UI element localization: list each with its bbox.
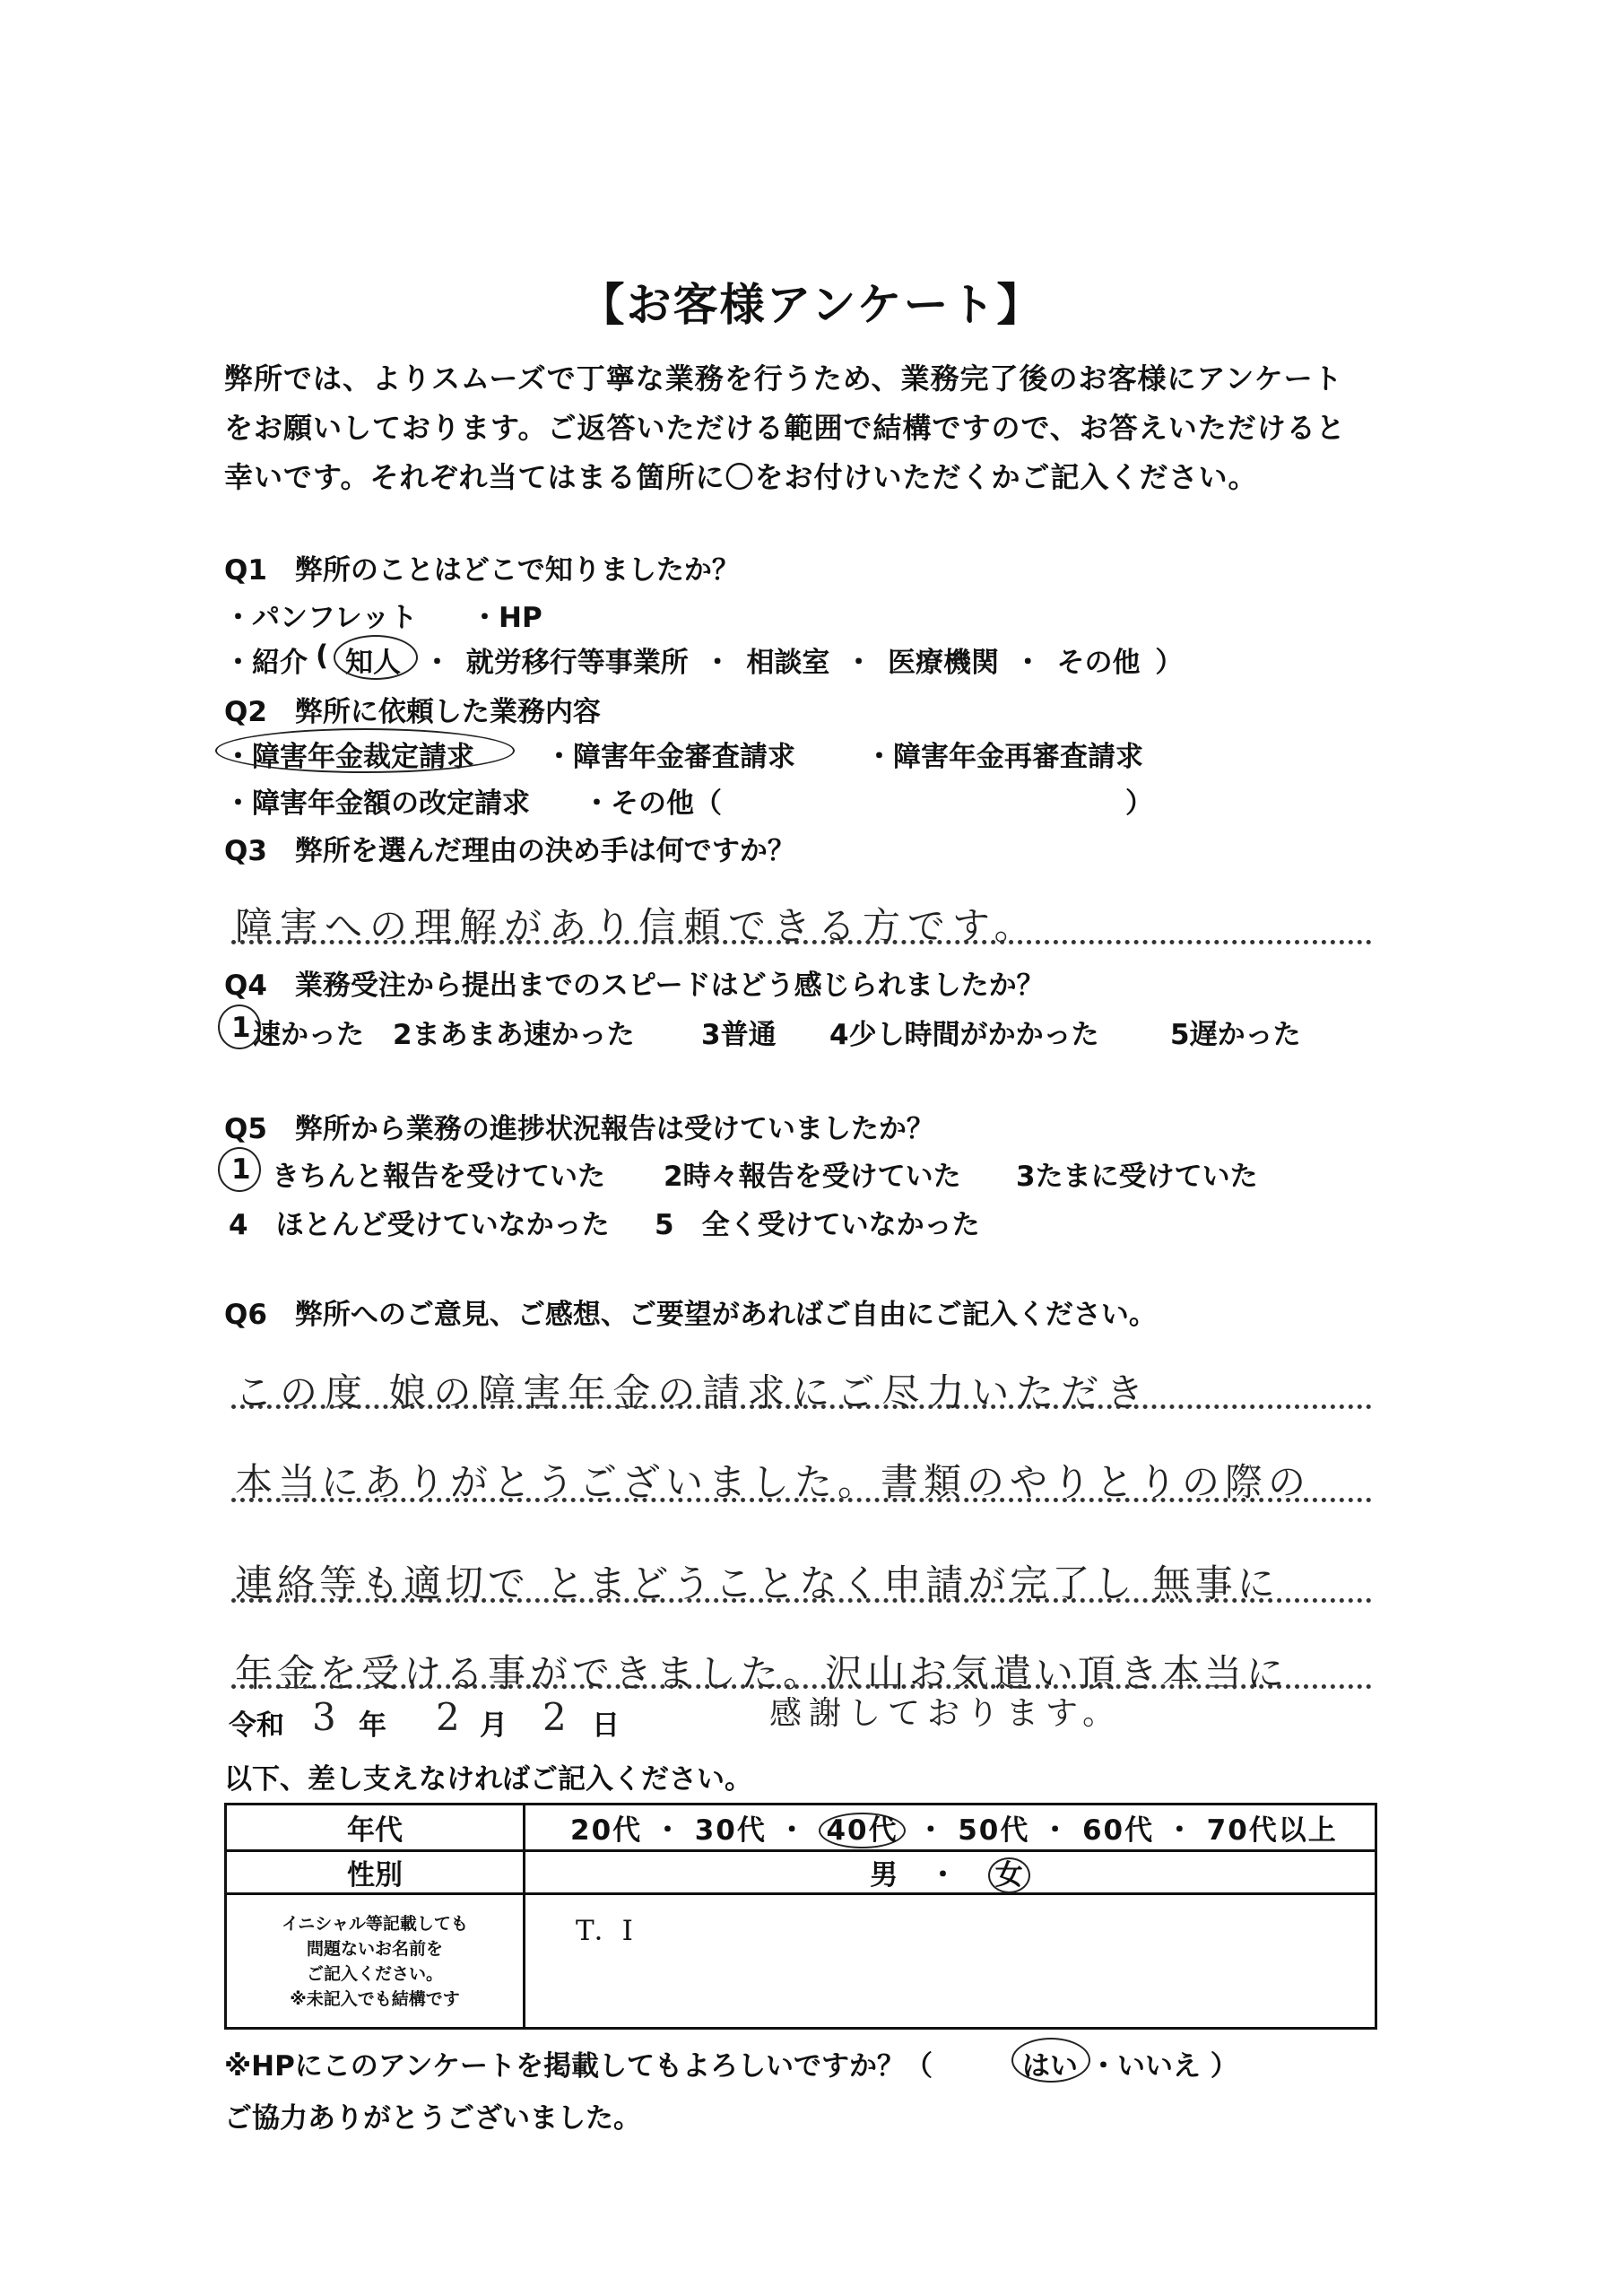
- selection-circle: [218, 1147, 261, 1192]
- gender-option-male[interactable]: 男: [870, 1859, 898, 1892]
- name-label-line: イニシャル等記載しても: [282, 1913, 468, 1934]
- gender-options: [525, 1851, 1376, 1894]
- q1-option-hp[interactable]: ・HP: [471, 602, 542, 634]
- date-era: 令和: [229, 1709, 284, 1742]
- name-label-line: 問題ないお名前を: [306, 1938, 443, 1959]
- answer-line: [231, 940, 1372, 944]
- age-option-20s[interactable]: 20代: [570, 1814, 643, 1847]
- selection-circle: [334, 635, 418, 680]
- q1-option-pamphlet[interactable]: ・パンフレット: [224, 602, 418, 634]
- age-option-70s-plus[interactable]: 70代以上: [1206, 1814, 1338, 1847]
- date-day[interactable]: 2: [542, 1695, 574, 1739]
- q2-option-initial-claim[interactable]: ・障害年金裁定請求: [224, 741, 474, 773]
- name-field[interactable]: T．I: [525, 1894, 1376, 2029]
- separator: ・: [1165, 1814, 1195, 1847]
- q2-option-amount-revision[interactable]: ・障害年金額の改定請求: [224, 787, 530, 820]
- q5-option-1-regular[interactable]: きちんと報告を受けていた: [272, 1161, 605, 1193]
- q4-option-4-bit-slow[interactable]: 4少し時間がかかった: [829, 1019, 1099, 1051]
- q3-question: Q3 弊所を選んだ理由の決め手は何ですか？: [224, 835, 795, 867]
- selection-circle: [215, 728, 515, 773]
- name-label: [226, 1894, 525, 2029]
- hp-option-yes[interactable]: はい: [1022, 2050, 1078, 2083]
- q6-answer-line-4: 年金を受ける事ができました。沢山お気遣い頂き本当に: [235, 1651, 1289, 1695]
- separator: ・: [916, 1814, 947, 1847]
- name-label-line: ご記入ください。: [306, 1963, 443, 1984]
- q4-option-2-fairly-fast[interactable]: 2まあまあ速かった: [393, 1019, 635, 1051]
- age-option-30s[interactable]: 30代: [694, 1814, 767, 1847]
- separator: ・: [1041, 1814, 1072, 1847]
- answer-line: [231, 1405, 1372, 1409]
- page-title: 【お客様アンケート】: [579, 279, 1044, 331]
- hp-option-no[interactable]: ・いいえ ）: [1089, 2050, 1238, 2083]
- date-year[interactable]: 3: [312, 1695, 343, 1739]
- date-month-unit: 月: [480, 1709, 508, 1742]
- q6-answer-line-5: 感謝しております。: [769, 1695, 1123, 1732]
- q2-option-review-request[interactable]: ・障害年金審査請求: [545, 741, 795, 773]
- q6-answer-line-1: この度 娘の障害年金の請求にご尽力いただき: [235, 1370, 1151, 1414]
- age-label: 年代: [226, 1805, 525, 1851]
- q5-option-1-number[interactable]: 1: [231, 1153, 251, 1186]
- q4-option-3-normal[interactable]: 3普通: [701, 1019, 777, 1051]
- q2-question: Q2 弊所に依頼した業務内容: [224, 696, 601, 728]
- q6-answer-line-3: 連絡等も適切で とまどうことなく申請が完了し 無事に: [235, 1561, 1280, 1605]
- age-options: [525, 1805, 1376, 1851]
- q2-option-re-review-request[interactable]: ・障害年金再審査請求: [865, 741, 1143, 773]
- separator: ・: [653, 1814, 683, 1847]
- intro-line-1: 弊所では、よりスムーズで丁寧な業務を行うため、業務完了後のお客様にアンケート: [224, 361, 1343, 396]
- age-option-40s[interactable]: 40代: [819, 1813, 905, 1848]
- answer-line: [231, 1598, 1372, 1603]
- q4-question: Q4 業務受注から提出までのスピードはどう感じられましたか？: [224, 970, 1045, 1002]
- separator: ・: [777, 1814, 808, 1847]
- intro-line-3: 幸いです。それぞれ当てはまる箇所に〇をお付けいただくかご記入ください。: [224, 460, 1258, 494]
- age-option-60s[interactable]: 60代: [1081, 1814, 1155, 1847]
- thanks-message: ご協力ありがとうございました。: [224, 2102, 641, 2135]
- gender-label: 性別: [226, 1851, 525, 1894]
- q5-option-4-rarely[interactable]: 4 ほとんど受けていなかった: [229, 1209, 610, 1241]
- name-label-line: ※未記入でも結構です: [290, 1988, 460, 2009]
- date-month[interactable]: 2: [436, 1695, 467, 1739]
- q5-option-5-never[interactable]: 5 全く受けていなかった: [655, 1209, 980, 1241]
- q2-option-other[interactable]: ・その他（: [583, 787, 722, 820]
- respondent-info-table: [224, 1803, 1377, 2030]
- q1-option-referral[interactable]: ・紹介: [224, 647, 308, 679]
- answer-line: [231, 1498, 1372, 1502]
- q1-paren-open: (: [316, 639, 329, 672]
- hp-publish-question: ※HPにこのアンケートを掲載してもよろしいですか？（: [224, 2050, 933, 2083]
- q2-other-close-paren: ）: [1125, 787, 1153, 820]
- q5-option-2-sometimes[interactable]: 2時々報告を受けていた: [664, 1161, 961, 1193]
- intro-line-2: をお願いしております。ご返答いただける範囲で結構ですので、お答えいただけると: [224, 411, 1346, 445]
- q1-option-acquaintance[interactable]: 知人: [345, 647, 401, 679]
- q6-answer-line-2: 本当にありがとうございました。書類のやりとりの際の: [235, 1460, 1312, 1504]
- q4-option-1-fast[interactable]: 速かった: [253, 1019, 364, 1051]
- selection-circle: [1011, 2038, 1090, 2083]
- separator: ・: [929, 1859, 957, 1892]
- date-day-unit: 日: [592, 1709, 620, 1742]
- q1-question: Q1 弊所のことはどこで知りましたか？: [224, 554, 740, 587]
- q4-option-1-number[interactable]: 1: [231, 1012, 251, 1044]
- gender-option-female[interactable]: 女: [988, 1857, 1030, 1893]
- date-year-unit: 年: [359, 1709, 386, 1742]
- q6-question: Q6 弊所へのご意見、ご感想、ご要望があればご自由にご記入ください。: [224, 1299, 1157, 1331]
- q1-option-others[interactable]: ・ 就労移行等事業所 ・ 相談室 ・ 医療機関 ・ その他 ）: [423, 647, 1184, 679]
- age-option-50s[interactable]: 50代: [958, 1814, 1030, 1847]
- optional-note: 以下、差し支えなければご記入ください。: [224, 1763, 752, 1796]
- q5-option-3-occasionally[interactable]: 3たまに受けていた: [1016, 1161, 1258, 1193]
- q5-question: Q5 弊所から業務の進捗状況報告は受けていましたか？: [224, 1113, 934, 1145]
- q3-handwritten-answer: 障害への理解があり信頼できる方です。: [235, 904, 1039, 948]
- q4-option-5-slow[interactable]: 5遅かった: [1170, 1019, 1301, 1051]
